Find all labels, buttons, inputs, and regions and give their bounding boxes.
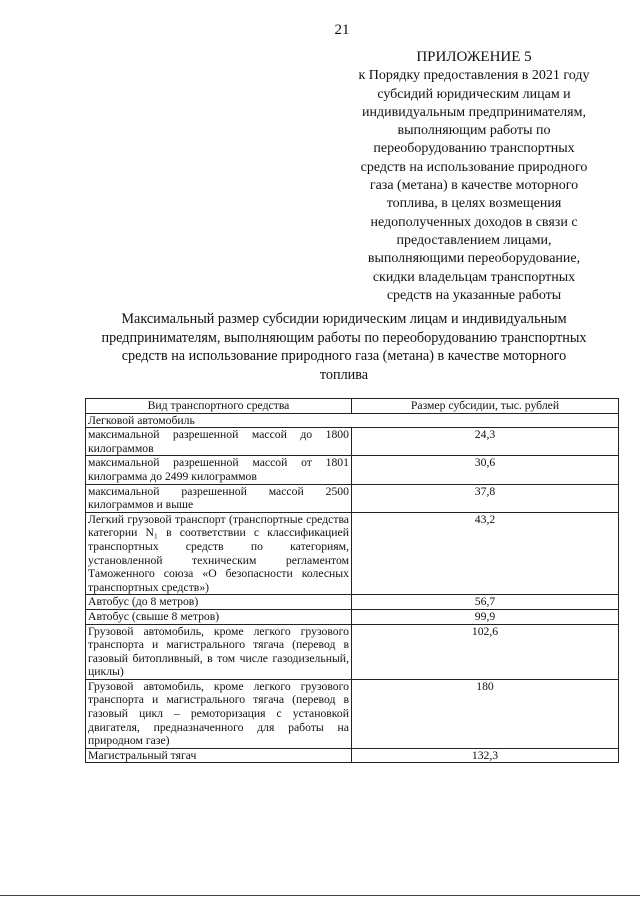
appendix-line: к Порядку предоставления в 2021 году	[358, 68, 590, 84]
table-row	[86, 624, 619, 679]
table-row	[86, 609, 619, 624]
table-row	[86, 679, 619, 748]
subsidy-value-cell: 132,3	[352, 748, 619, 763]
table-row	[86, 512, 619, 595]
subsidy-value-cell: 99,9	[352, 609, 619, 624]
appendix-block	[324, 48, 624, 305]
appendix-line: средств на использование природного	[360, 159, 588, 175]
vehicle-type-cell: максимальной разрешенной массой от 1801 килограмма до 2499 килограммов	[86, 456, 352, 484]
appendix-line: скидки владельцам транспортных	[372, 269, 576, 285]
appendix-line: выполняющим работы по	[397, 123, 551, 139]
appendix-line: средств на указанные работы	[386, 287, 562, 303]
document-title	[70, 310, 618, 384]
vehicle-type-cell: Грузовой автомобиль, кроме легкого грузового транспорта и магистрального тягача (перевод в газовый цикл – ремоторизация с установкой двигателя, предназначенного для работы на природном газе)	[86, 679, 352, 748]
vehicle-type-cell: максимальной разрешенной массой 2500 килограммов и выше	[86, 484, 352, 512]
table-row	[86, 484, 619, 512]
page-number: 21	[334, 22, 350, 38]
table-group-row	[86, 413, 619, 428]
group-passenger-car: Легковой автомобиль	[86, 413, 619, 428]
subsidy-value-cell: 30,6	[352, 456, 619, 484]
title-line: средств на использование природного газа (метана) в качестве моторного	[121, 348, 567, 364]
subsidy-value-cell: 43,2	[352, 512, 619, 595]
appendix-line: топлива, в целях возмещения	[386, 196, 562, 212]
table-row	[86, 595, 619, 610]
appendix-line: выполняющими переоборудование,	[367, 251, 581, 267]
subsidy-value-cell: 56,7	[352, 595, 619, 610]
appendix-line: недополученных доходов в связи с	[370, 214, 578, 230]
appendix-line: предоставлением лицами,	[396, 232, 552, 248]
subsidy-value-cell: 102,6	[352, 624, 619, 679]
title-line: Максимальный размер субсидии юридическим лицам и индивидуальным	[121, 311, 567, 327]
appendix-line: индивидуальным предпринимателям,	[362, 104, 586, 120]
vehicle-type-cell: максимальной разрешенной массой до 1800 килограммов	[86, 428, 352, 456]
header-vehicle-type: Вид транспортного средства	[86, 399, 352, 414]
subsidy-value-cell: 24,3	[352, 428, 619, 456]
table-row	[86, 748, 619, 763]
appendix-title: ПРИЛОЖЕНИЕ 5	[416, 49, 532, 65]
table-row	[86, 456, 619, 484]
title-line: топлива	[319, 366, 369, 383]
table-header-row	[86, 399, 619, 414]
appendix-line: субсидий юридическим лицам и	[377, 86, 571, 102]
subsidy-value-cell: 180	[352, 679, 619, 748]
vehicle-type-cell: Магистральный тягач	[86, 748, 352, 763]
title-line: предпринимателям, выполняющим работы по переоборудованию транспортных	[101, 329, 587, 346]
appendix-line: газа (метана) в качестве моторного	[369, 178, 579, 194]
appendix-line: переоборудованию транспортных	[373, 141, 575, 157]
subsidy-table	[85, 398, 619, 763]
header-subsidy-amount: Размер субсидии, тыс. рублей	[352, 399, 619, 414]
subsidy-value-cell: 37,8	[352, 484, 619, 512]
vehicle-type-cell: Грузовой автомобиль, кроме легкого грузового транспорта и магистрального тягача (перевод в газовый битопливный, в том числе газодизельный, циклы)	[86, 624, 352, 679]
vehicle-type-cell: Автобус (свыше 8 метров)	[86, 609, 352, 624]
table-row	[86, 428, 619, 456]
vehicle-type-cell: Автобус (до 8 метров)	[86, 595, 352, 610]
vehicle-type-cell: Легкий грузовой транспорт (транспортные средства категории N₁ в соответствии с классификацией транспортных средств по категориям, установленной техническим регламентом Таможенного союза «О безопасности колесных транспортных средств»)	[86, 512, 352, 595]
footer-divider	[0, 895, 640, 896]
